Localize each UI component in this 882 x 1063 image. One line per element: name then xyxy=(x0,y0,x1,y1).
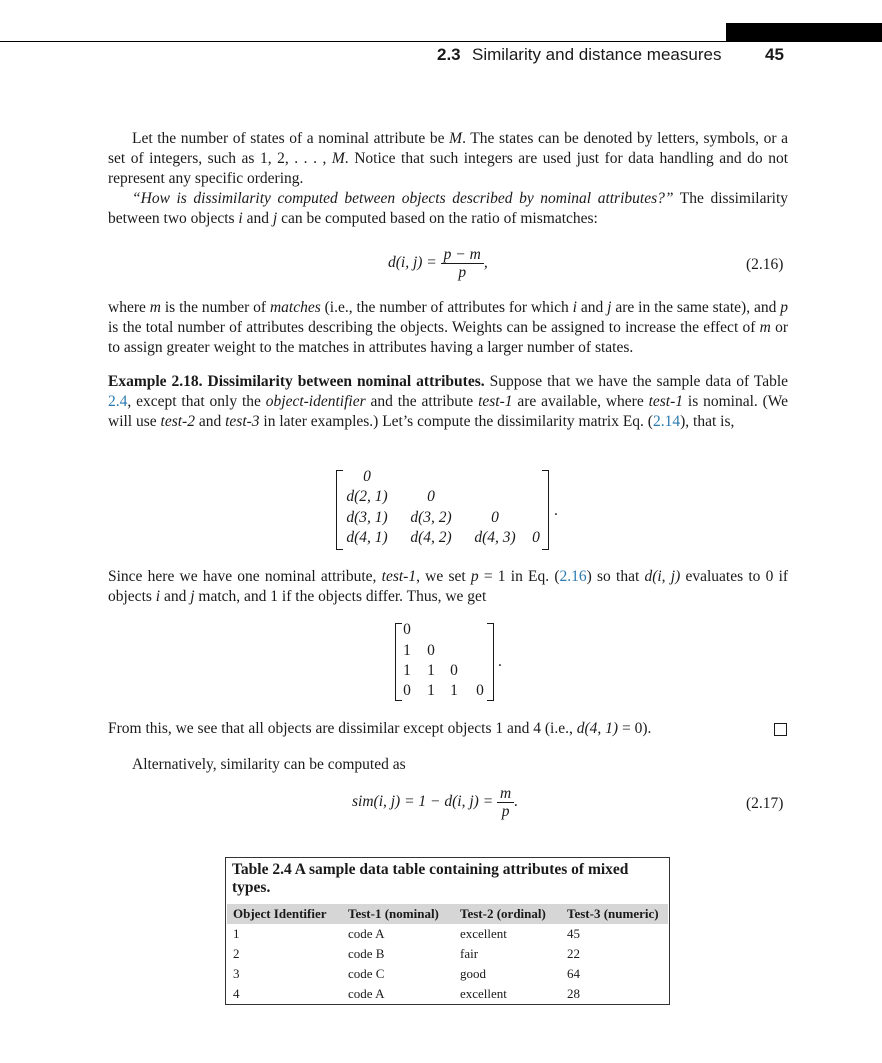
matrix-cell: 1 xyxy=(450,682,458,699)
example-title: Dissimilarity between nominal attributes. xyxy=(207,373,485,390)
dissimilarity-matrix-numeric xyxy=(391,619,511,705)
eq216-fraction: $\frac{p - m}{p}$ xyxy=(441,246,484,281)
data-table xyxy=(227,904,668,1004)
table-cell: 64 xyxy=(567,966,580,981)
matrix-cell: 0 xyxy=(427,642,435,659)
table-row xyxy=(227,964,668,984)
table-cell: excellent xyxy=(460,926,507,941)
table-cell: 4 xyxy=(233,986,240,1001)
section-number: 2.3 xyxy=(437,45,461,64)
table-cell: code A xyxy=(348,926,385,941)
table-cell: 3 xyxy=(233,966,240,981)
table-header-cell: Test-1 (nominal) xyxy=(348,906,439,921)
table-caption: Table 2.4 A sample data table containing attributes of mixed types. xyxy=(232,861,629,896)
table-header-cell: Object Identifier xyxy=(233,906,327,921)
eq216-lhs: d(i, j) = xyxy=(388,254,437,272)
example-2-18: Example 2.18. Dissimilarity between nominal attributes. Suppose that we have the sample data of Table 2.4, except that only the object-identifier and the attribute test-1 are available, where test-1 is nominal. (We will use test-2 and test-3 in later examples.) Let’s compute the dissimilarity matrix Eq. (2.14), that is, xyxy=(108,373,789,430)
equation-number-2-17: (2.17) xyxy=(746,795,784,812)
table-cell: code C xyxy=(348,966,385,981)
table-2-4 xyxy=(227,904,668,1004)
table-row xyxy=(227,924,668,944)
table-cell: code B xyxy=(348,946,385,961)
matrix-cell: 0 xyxy=(532,529,540,546)
table-cell: 28 xyxy=(567,986,580,1001)
matrix-cell: 0 xyxy=(363,468,371,485)
table-header-cell: Test-3 (numeric) xyxy=(567,906,659,921)
table-cell: fair xyxy=(460,946,479,961)
table-cell: 45 xyxy=(567,926,580,941)
equation-2-17: sim(i, j) = 1 − d(i, j) = $\frac{m}{p}$ . xyxy=(352,785,519,820)
matrix-cell: 1 xyxy=(403,662,411,679)
page-number: 45 xyxy=(765,45,784,64)
paragraph-nominal-result: Since here we have one nominal attribute, test-1, we set p = 1 in Eq. (2.16) so that d(i, j) evaluates to 0 if objects i and j match, and 1 if the objects differ. Thus, we get xyxy=(108,568,789,605)
table-cell: excellent xyxy=(460,986,507,1001)
table-cell: code A xyxy=(348,986,385,1001)
paragraph-nominal-states: Let the number of states of a nominal attribute be M. The states can be denoted by letters, symbols, or a set of integers, such as 1, 2, . . . , M. Notice that such integers are used just for data handling and do not represent any specific ordering. xyxy=(108,130,788,187)
header-corner-block xyxy=(726,23,882,42)
paragraph-dissimilarity-question: “How is dissimilarity computed between objects described by nominal attributes?” The dissimilarity between two objects i and j can be computed based on the ratio of mismatches: xyxy=(108,190,788,227)
example-label: Example 2.18. xyxy=(108,373,203,390)
equation-number-2-16: (2.16) xyxy=(746,256,784,273)
section-title: Similarity and distance measures xyxy=(472,45,722,64)
matrix-cell: d(2, 1) xyxy=(346,488,388,505)
table-header-row xyxy=(227,904,668,924)
paragraph-similarity-intro: Alternatively, similarity can be computed as xyxy=(132,756,406,773)
matrix-right-bracket xyxy=(542,470,549,550)
paragraph-dissimilar-conclusion: From this, we see that all objects are dissimilar except objects 1 and 4 (i.e., d(4, 1) = 0). xyxy=(108,720,652,737)
table-2-4-link[interactable]: 2.4 xyxy=(108,393,128,410)
matrix-cell: 1 xyxy=(427,682,435,699)
header-rule xyxy=(0,41,882,42)
eq217-fraction: $\frac{m}{p}$ xyxy=(497,785,514,820)
matrix-cell: 0 xyxy=(491,509,499,526)
matrix-cell: 1 xyxy=(403,642,411,659)
paragraph-matches-definition: where m is the number of matches (i.e., the number of attributes for which i and j are in the same state), and p is the total number of attributes describing the objects. Weights can be assigned to increase the effect of m or to assign greater weight to the matches in attributes having a larger number of states. xyxy=(108,299,789,356)
table-row xyxy=(227,984,668,1004)
table-header-cell: Test-2 (ordinal) xyxy=(460,906,546,921)
matrix-period: . xyxy=(554,502,558,519)
matrix-cell: d(4, 3) xyxy=(474,529,516,546)
eq217-lhs: sim(i, j) = 1 − d(i, j) = xyxy=(352,793,494,811)
matrix-cell: d(3, 1) xyxy=(346,509,388,526)
table-cell: 22 xyxy=(567,946,580,961)
table-cell: 2 xyxy=(233,946,240,961)
matrix-period: . xyxy=(498,653,502,670)
matrix-cell: d(4, 1) xyxy=(346,529,388,546)
matrix-cell: 1 xyxy=(427,662,435,679)
matrix-cell: 0 xyxy=(476,682,484,699)
matrix-cell: 0 xyxy=(403,682,411,699)
eq-2-14-link[interactable]: 2.14 xyxy=(652,413,681,430)
matrix-cell: d(4, 2) xyxy=(410,529,452,546)
dissimilarity-matrix-symbolic xyxy=(332,466,562,554)
matrix-cell: d(3, 2) xyxy=(410,509,452,526)
matrix-cell: 0 xyxy=(427,488,435,505)
equation-2-16: d(i, j) = $\frac{p - m}{p}$ , xyxy=(388,246,488,281)
eq-2-16-link[interactable]: 2.16 xyxy=(559,568,587,585)
qed-square-icon xyxy=(774,723,787,736)
table-row xyxy=(227,944,668,964)
table-cell: 1 xyxy=(233,926,240,941)
table-cell: good xyxy=(460,966,486,981)
matrix-cell: 0 xyxy=(403,621,411,638)
matrix-cell: 0 xyxy=(450,662,458,679)
matrix-right-bracket xyxy=(487,623,494,701)
